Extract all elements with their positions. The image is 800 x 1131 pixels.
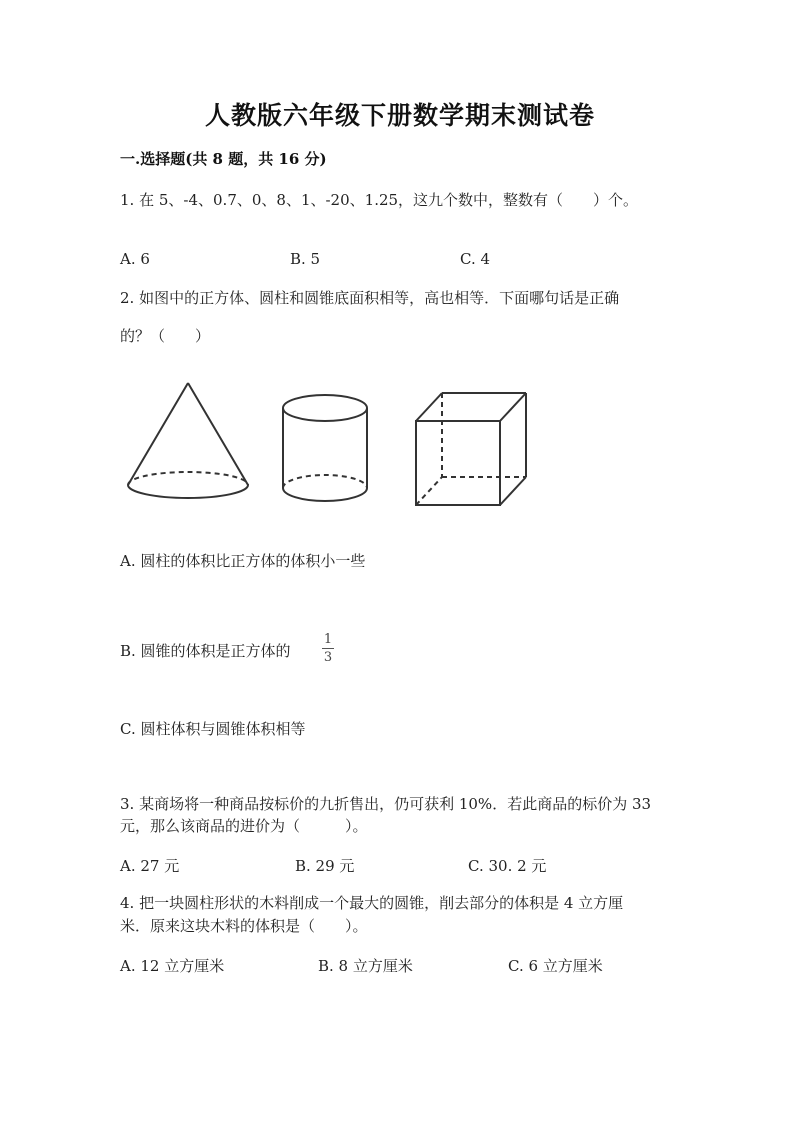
question-2-option-b: B. 圆锥的体积是正方体的 [120,642,291,660]
fraction-one-third [320,632,336,665]
question-3-option-a: A. 27 元 [120,857,180,875]
section-heading: 一.选择题(共 8 题，共 16 分) [120,150,327,168]
page-title: 人教版六年级下册数学期末测试卷 [204,101,595,130]
question-3-option-b: B. 29 元 [295,857,355,875]
question-2-option-c: C. 圆柱体积与圆锥体积相等 [120,720,306,738]
question-3-text-line1: 3. 某商场将一种商品按标价的九折售出，仍可获利 10%．若此商品的标价为 33 [120,795,652,813]
question-1-text: 1. 在 5、-4、0.7、0、8、1、-20、1.25，这九个数中，整数有（ ）个。 [120,191,639,209]
question-2-text-line1: 2. 如图中的正方体、圆柱和圆锥底面积相等，高也相等．下面哪句话是正确 [120,289,620,307]
question-4-text-line2: 米．原来这块木料的体积是（ ）。 [120,917,368,935]
question-4-option-b: B. 8 立方厘米 [318,957,413,975]
question-1-option-c: C. 4 [460,250,491,268]
question-4-option-c: C. 6 立方厘米 [508,957,603,975]
question-3-text-line2: 元，那么该商品的进价为（ ）。 [120,817,368,835]
question-1-option-a: A. 6 [120,250,150,268]
question-4-option-a: A. 12 立方厘米 [120,957,225,975]
cube-figure [416,393,526,505]
fraction-numerator: 1 [323,632,333,647]
cone-figure [128,383,248,498]
fraction-bar [322,648,334,649]
cylinder-figure [283,395,367,501]
question-2-figures [120,375,540,510]
fraction-denominator: 3 [323,650,333,665]
question-4-text-line1: 4. 把一块圆柱形状的木料削成一个最大的圆锥，削去部分的体积是 4 立方厘 [120,894,624,912]
question-1-option-b: B. 5 [290,250,321,268]
question-2-option-a: A. 圆柱的体积比正方体的体积小一些 [120,552,366,570]
question-3-option-c: C. 30. 2 元 [468,857,547,875]
question-2-text-line2: 的？（ ） [120,327,211,345]
